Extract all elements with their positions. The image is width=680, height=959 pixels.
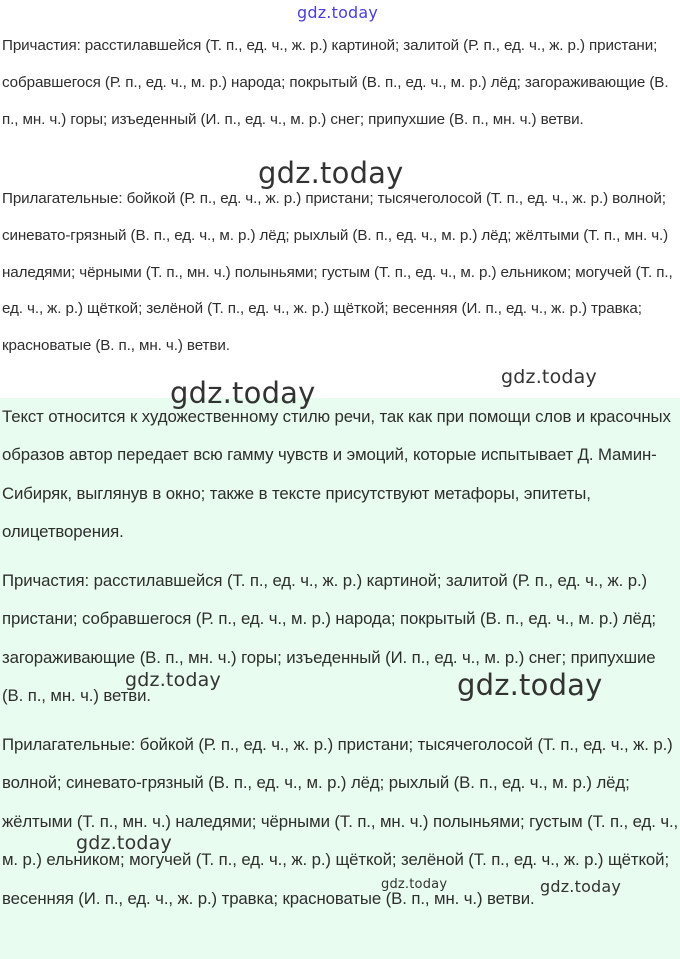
watermark: gdz.today [457,668,603,702]
watermark: gdz.today [381,877,448,892]
watermark: gdz.today [125,669,221,691]
watermark: gdz.today [170,376,316,410]
style-paragraph: Текст относится к художественному стилю речи, так как при помощи слов и красочных образов автор передает всю гамму чувств и эмоций, которые испытывает Д. Мамин-Сибиряк, выглянув в окно; также в тексте присутствуют метафоры, эпитеты, олицетворения. [2,407,671,542]
header-watermark-logo: gdz.today [297,3,379,22]
answer-block-plain [0,0,680,398]
watermark: gdz.today [258,156,404,190]
watermark: gdz.today [76,832,172,854]
adjectives-paragraph: Прилагательные: бойкой (Р. п., ед. ч., ж. р.) пристани; тысячеголосой (Т. п., ед. ч., ж. р.) волной; синевато-грязный (В. п., ед. ч., м. р.) лёд; рыхлый (В. п., ед. ч., м. р.) лёд; жёлтыми (Т. п., мн. ч.) наледями; чёрными (Т. п., мн. ч.) полыньями; густым (Т. п., ед. ч., м. р.) ельником; могучей (Т. п., ед. ч., ж. р.) щёткой; зелёной (Т. п., ед. ч., ж. р.) щёткой; весенняя (И. п., ед. ч., ж. р.) травка; красноватые (В. п., мн. ч.) ветви. [2,190,673,355]
adjectives-paragraph-highlighted: Прилагательные: бойкой (Р. п., ед. ч., ж. р.) пристани; тысячеголосой (Т. п., ед. ч., ж. р.) волной; синевато-грязный (В. п., ед. ч., м. р.) лёд; рыхлый (В. п., ед. ч., м. р.) лёд; жёлтыми (Т. п., мн. ч.) наледями; чёрными (Т. п., мн. ч.) полыньями; густым (Т. п., ед. ч., м. р.) ельником; могучей (Т. п., ед. ч., ж. р.) щёткой; зелёной (Т. п., ед. ч., ж. р.) щёткой; весенняя (И. п., ед. ч., ж. р.) травка; красноватые (В. п., мн. ч.) ветви. [2,735,679,908]
watermark: gdz.today [501,366,597,388]
watermark: gdz.today [540,877,622,896]
participles-paragraph-highlighted: Причастия: расстилавшейся (Т. п., ед. ч., ж. р.) картиной; залитой (Р. п., ед. ч., ж. р.) пристани; собравшегося (Р. п., ед. ч., м. р.) народа; покрытый (В. п., ед. ч., м. р.) лёд; загораживающие (В. п., мн. ч.) горы; изъеденный (И. п., ед. ч., м. р.) снег; припухшие (В. п., мн. ч.) ветви. [2,571,656,706]
participles-paragraph: Причастия: расстилавшейся (Т. п., ед. ч., ж. р.) картиной; залитой (Р. п., ед. ч., ж. р.) пристани; собравшегося (Р. п., ед. ч., м. р.) народа; покрытый (В. п., ед. ч., м. р.) лёд; загораживающие (В. п., мн. ч.) горы; изъеденный (И. п., ед. ч., м. р.) снег; припухшие (В. п., мн. ч.) ветви. [2,37,669,128]
